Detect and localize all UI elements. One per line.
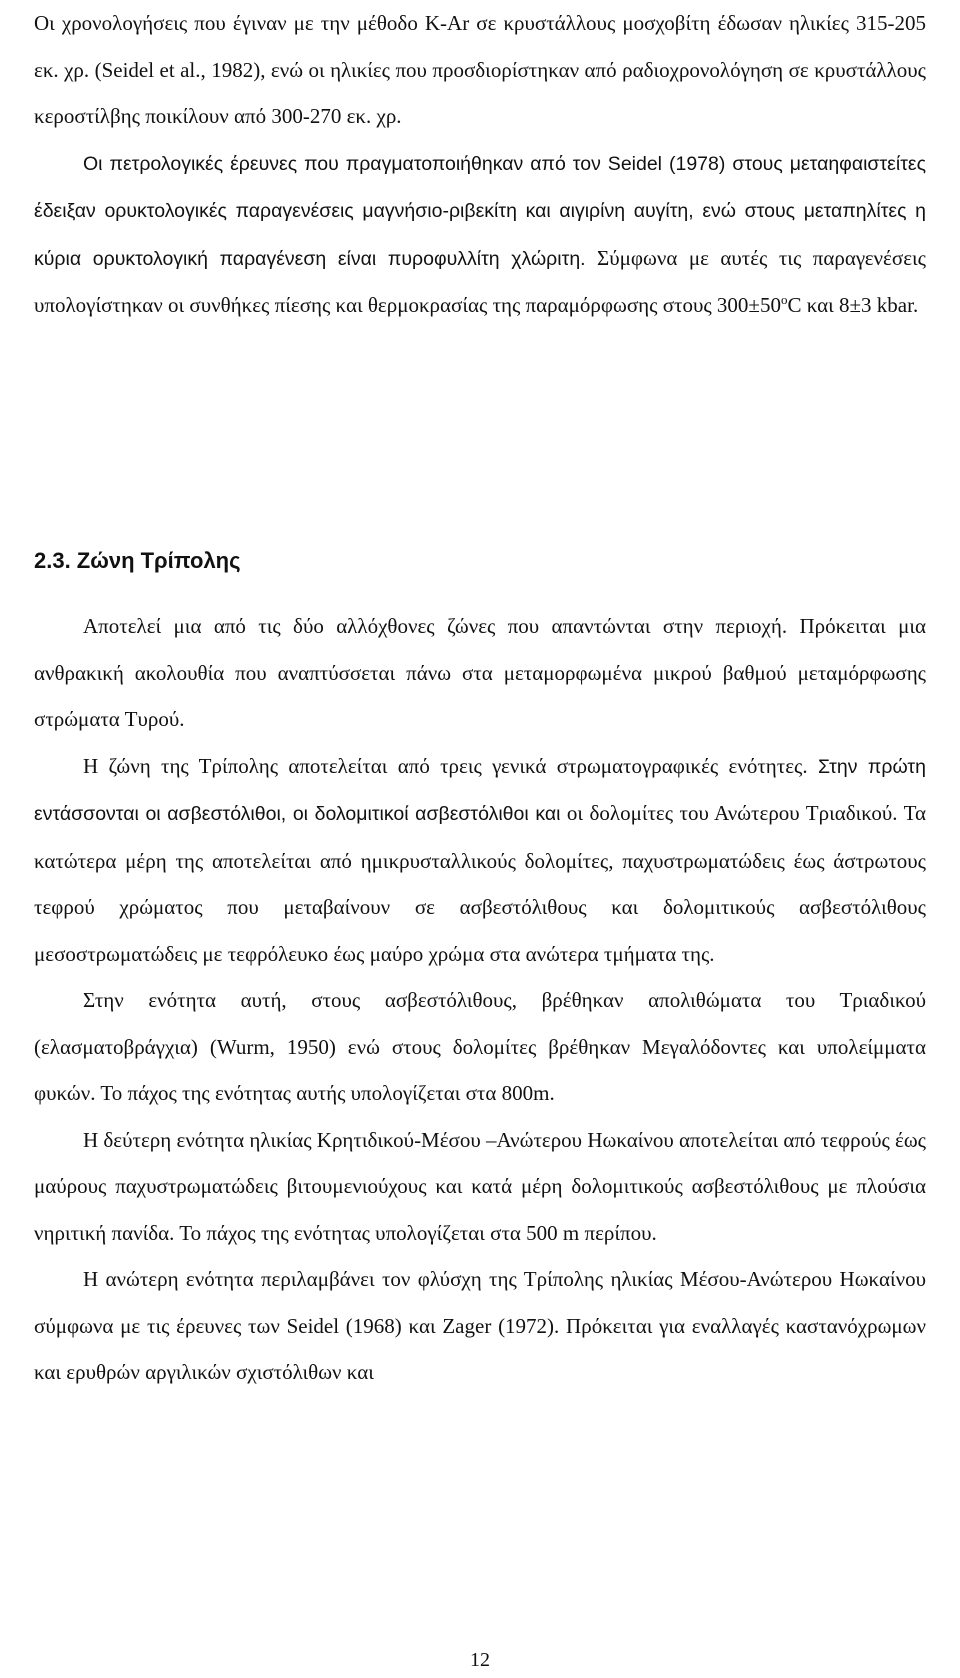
- text-block-tripolis: [34, 603, 926, 1396]
- paragraph-petrology: [34, 140, 926, 329]
- paragraph-allochthonous: Αποτελεί μια από τις δύο αλλόχθονες ζώνες που απαντώνται στην περιοχή. Πρόκειται μια ανθρακική ακολουθία που αναπτύσσεται πάνω στα μεταμορφωμένα μικρού βαθμού μεταμόρφωσης στρώματα Τυρού.: [34, 614, 926, 731]
- degree-superscript: o: [780, 292, 788, 307]
- petrology-pressure-text: C και 8±3 kbar.: [787, 293, 919, 317]
- units-intro-text: Η ζώνη της Τρίπολης αποτελείται από τρεις γενικά στρωματογραφικές ενότητες.: [83, 753, 808, 778]
- petrology-conditions-text: Σύμφωνα με αυτές τις παραγενέσεις υπολογίστηκαν οι συνθήκες πίεσης και θερμοκρασίας της παραμόρφωσης στους 300±50: [34, 245, 926, 317]
- paragraph-second-unit: Η δεύτερη ενότητα ηλικίας Κρητιδικού-Μέσου –Ανώτερου Ηωκαίνου αποτελείται από τεφρούς έως μαύρους παχυστρωματώδεις βιτουμενιούχους και κατά μέρη δολομιτικούς ασβεστόλιθους με πλούσια νηριτική πανίδα. Το πάχος της ενότητας υπολογίζεται στα 500 m περίπου.: [34, 1127, 926, 1245]
- paragraph-units: [34, 743, 926, 978]
- paragraph-kar-dating: Οι χρονολογήσεις που έγιναν με την μέθοδο K-Ar σε κρυστάλλους μοσχοβίτη έδωσαν ηλικίες 315-205 εκ. χρ. (Seidel et al., 1982), ενώ οι ηλικίες που προσδιορίστηκαν από ραδιοχρονολόγηση σε κρυστάλλους κεροστίλβης ποικίλουν από 300-270 εκ. χρ.: [34, 11, 926, 128]
- units-first-sans-text: Στην πρώτη εντάσσονται οι ασβεστόλιθοι, οι δολομιτικοί ασβεστόλιθοι και: [34, 755, 926, 825]
- section-heading: 2.3. Ζώνη Τρίπολης: [34, 548, 241, 573]
- page-number: 12: [470, 1649, 490, 1671]
- paragraph-fossils: Στην ενότητα αυτή, στους ασβεστόλιθους, βρέθηκαν απολιθώματα του Τριαδικού (ελασματοβράγχια) (Wurm, 1950) ενώ στους δολομίτες βρέθηκαν Μεγαλόδοντες και υπολείμματα φυκών. Το πάχος της ενότητας αυτής υπολογίζεται στα 800m.: [34, 988, 926, 1105]
- units-first-serif-text: οι δολομίτες του Ανώτερου Τριαδικού. Τα κατώτερα μέρη της αποτελείται από ημικρυσταλλικούς δολομίτες, παχυστρωματώδεις έως άστρωτους τεφρού χρώματος που μεταβαίνουν σε ασβεστόλιθους και δολομιτικούς ασβεστόλιθους μεσοστρωματώδεις με τεφρόλευκο έως μαύρο χρώμα στα ανώτερα τμήματα της.: [34, 801, 926, 966]
- paragraph-upper-unit: Η ανώτερη ενότητα περιλαμβάνει τον φλύσχη της Τρίπολης ηλικίας Μέσου-Ανώτερου Ηωκαίνου σύμφωνα με τις έρευνες των Seidel (1968) και Zager (1972). Πρόκειται για εναλλαγές καστανόχρωμων και ερυθρών αργιλικών σχιστόλιθων και: [34, 1267, 926, 1384]
- text-block-top: [34, 0, 926, 329]
- petrology-sans-text: Οι πετρολογικές έρευνες που πραγματοποιήθηκαν από τον Seidel (1978) στους μεταηφαιστείτες έδειξαν ορυκτολογικές παραγενέσεις μαγνήσιο-ριβεκίτη και αιγιρίνη αυγίτη, ενώ στους μεταπηλίτες η κύρια ορυκτολογική παραγένεση είναι πυροφυλλίτη χλώριτη.: [34, 152, 926, 270]
